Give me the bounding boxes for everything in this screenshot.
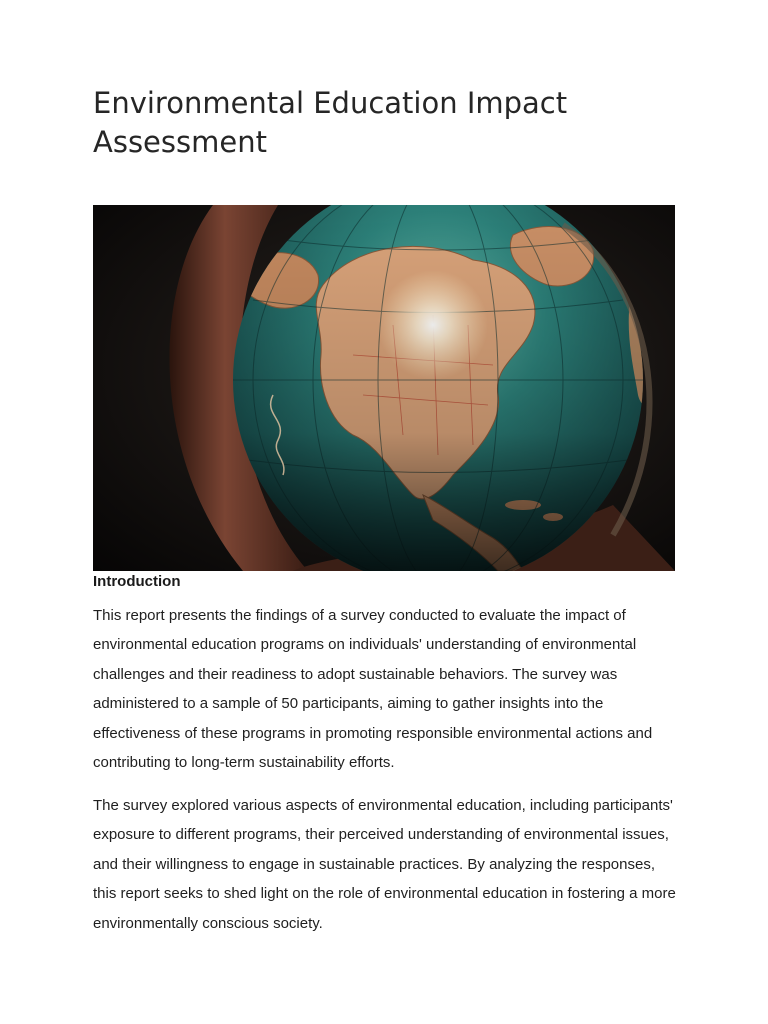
introduction-paragraph: This report presents the findings of a survey conducted to evaluate the impact of environmental education programs on individuals' understanding of environmental challenges and their readiness to adopt sustainable behaviors. The survey was administered to a sample of 50 participants, aiming to gather insights into the effectiveness of these programs in promoting responsible environmental actions and contributing to long-term sustainability efforts.	[93, 607, 653, 772]
globe-illustration	[93, 205, 675, 571]
survey-scope-paragraph: The survey explored various aspects of environmental education, including participants' exposure to different programs, their perceived understanding of environmental issues, and their willingness to engage in sustainable practices. By analyzing the responses, this report seeks to shed light on the role of environmental education in fostering a more environmentally conscious society.	[93, 797, 676, 932]
page-title: Environmental Education Impact Assessment	[93, 86, 568, 159]
section-heading-introduction: Introduction	[93, 573, 181, 590]
globe-image	[93, 205, 675, 571]
